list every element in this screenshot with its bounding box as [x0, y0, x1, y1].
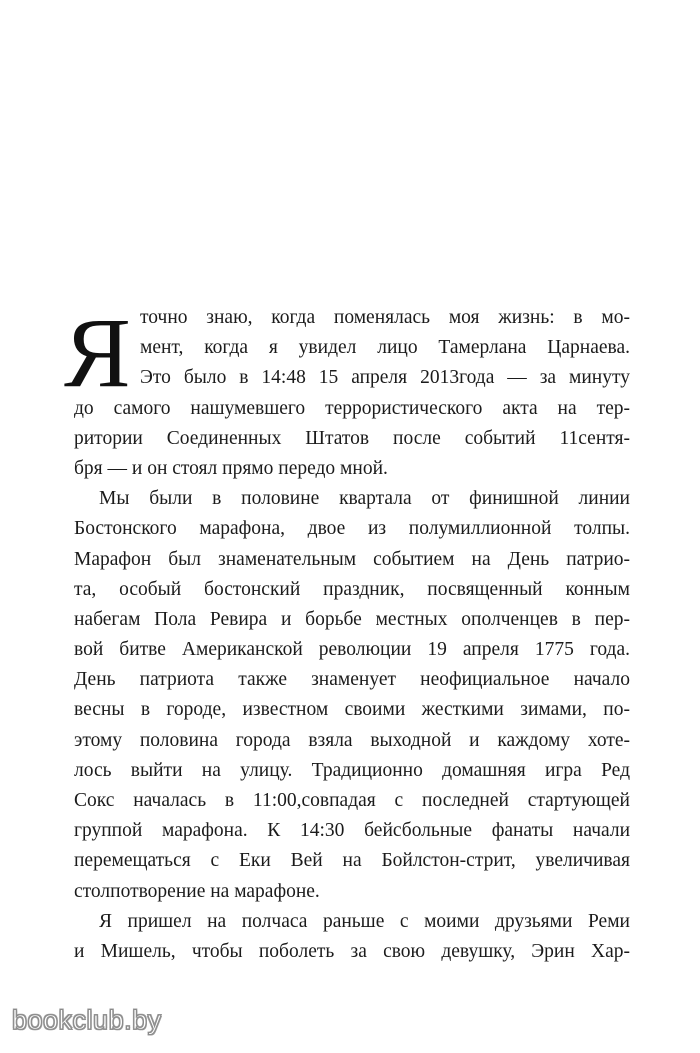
text-line: Марафон был знаменательным событием на День патрио-: [74, 548, 630, 570]
text-line: набегам Пола Ревира и борьбе местных ополченцев в пер-: [74, 608, 630, 630]
text-line: ритории Соединенных Штатов после событий 11сентя-: [74, 427, 630, 449]
text-line: День патриота также знаменует неофициальное начало: [74, 669, 630, 691]
text-line: этому половина города взяла выходной и каждому хоте-: [74, 729, 630, 751]
text-line: группой марафона. К 14:30 бейсбольные фанаты начали: [74, 820, 630, 842]
text-line: Мы были в половине квартала от финишной линии: [99, 488, 630, 510]
text-line: Сокс началась в 11:00,совпадая с последней стартующей: [74, 790, 630, 811]
text-line: бря — и он стоял прямо передо мной.: [74, 457, 388, 479]
text-line: Я пришел на полчаса раньше с моими друзьями Реми: [99, 910, 630, 932]
text-line: и Мишель, чтобы поболеть за свою девушку, Эрин Хар-: [74, 940, 630, 962]
text-line: Бостонского марафона, двое из полумиллионной толпы.: [74, 518, 630, 540]
text-line: вой битве Американской революции 19 апреля 1775 года.: [74, 639, 630, 661]
text-line: весны в городе, известном своими жесткими зимами, по-: [74, 699, 630, 721]
text-line: до самого нашумевшего террористического акта на тер-: [74, 397, 630, 419]
text-line: точно знаю, когда поменялась моя жизнь: в мо-: [140, 307, 630, 328]
text-line: мент, когда я увидел лицо Тамерлана Царнаева.: [140, 337, 630, 359]
text-line: лось выйти на улицу. Традиционно домашняя игра Ред: [74, 759, 630, 781]
text-line: перемещаться с Еки Вей на Бойлстон-стрит, увеличивая: [74, 850, 630, 872]
text-line: Это было в 14:48 15 апреля 2013года — за минуту: [140, 367, 630, 389]
watermark: bookclub.by: [12, 1005, 162, 1035]
text-line: столпотворение на марафоне.: [74, 880, 320, 902]
body-text: [74, 303, 630, 967]
text-line: та, особый бостонский праздник, посвященный конным: [74, 578, 630, 600]
drop-cap: Я: [64, 297, 131, 408]
